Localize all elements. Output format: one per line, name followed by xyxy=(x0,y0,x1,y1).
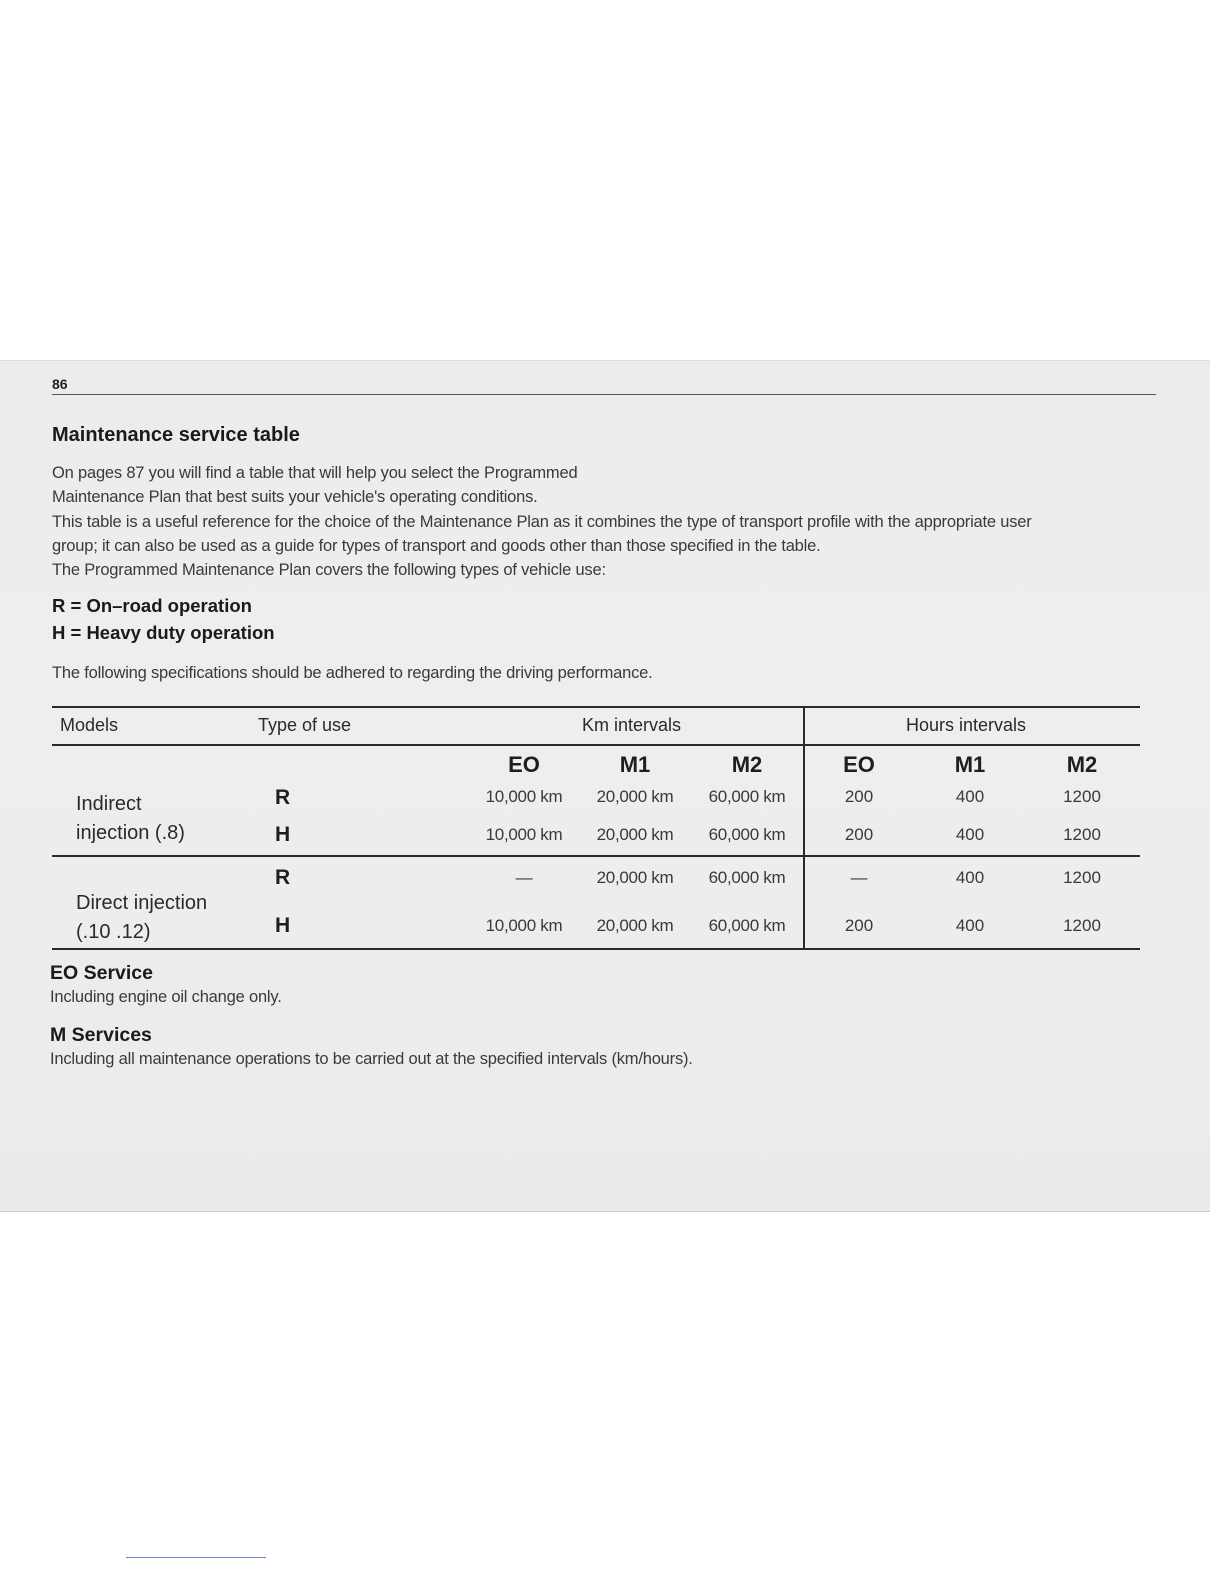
km-eo-value: 10,000 km xyxy=(485,787,563,806)
header-type-of-use: Type of use xyxy=(258,715,352,735)
subheader-km-m1: M1 xyxy=(619,752,651,777)
use-type-legend xyxy=(52,592,275,646)
page-title: Maintenance service table xyxy=(52,424,300,446)
subheader-km-m2: M2 xyxy=(731,752,763,777)
legend-h: H = Heavy duty operation xyxy=(52,622,275,643)
hours-m1-value: 400 xyxy=(955,787,985,806)
intro-line: Maintenance Plan that best suits your vehicle's operating conditions. xyxy=(52,488,538,507)
m-services-title: M Services xyxy=(50,1024,152,1046)
hours-m1-value: 400 xyxy=(955,868,985,887)
subheader-hours-eo: EO xyxy=(843,752,875,777)
hours-m1-value: 400 xyxy=(955,916,985,935)
legend-r: R = On–road operation xyxy=(52,595,252,616)
km-eo-value: 10,000 km xyxy=(485,916,563,935)
intro-line: This table is a useful reference for the choice of the Maintenance Plan as it combines the type of transport profile with the appropriate user xyxy=(52,512,1032,531)
hours-m2-value: 1200 xyxy=(1063,825,1101,844)
hours-m2-value: 1200 xyxy=(1063,787,1101,806)
intro-line: The Programmed Maintenance Plan covers the following types of vehicle use: xyxy=(52,561,606,580)
subheader-hours-m2: M2 xyxy=(1066,752,1098,777)
km-m2-value: 60,000 km xyxy=(708,825,786,844)
header-rule xyxy=(52,394,1156,395)
table-top-rule xyxy=(52,706,1140,708)
table-bottom-rule xyxy=(52,948,1140,950)
km-m1-value: 20,000 km xyxy=(596,916,674,935)
intro-paragraph xyxy=(52,461,1162,582)
hours-eo-value: 200 xyxy=(844,787,874,806)
hours-m1-value: 400 xyxy=(955,825,985,844)
header-hours-intervals: Hours intervals xyxy=(906,715,1027,735)
table-group-rule xyxy=(52,855,1140,857)
use-label: H xyxy=(275,823,291,846)
hours-eo-value: 200 xyxy=(844,825,874,844)
m-services-text: Including all maintenance operations to be carried out at the specified intervals (km/hours). xyxy=(50,1050,693,1068)
page-number: 86 xyxy=(52,376,68,392)
spec-sentence: The following specifications should be adhered to regarding the driving performance. xyxy=(52,664,653,682)
use-label: H xyxy=(275,914,291,937)
eo-service-title: EO Service xyxy=(50,962,153,984)
footer-rule xyxy=(126,1557,266,1558)
header-km-intervals: Km intervals xyxy=(582,715,682,735)
subheader-hours-m1: M1 xyxy=(954,752,986,777)
model-indirect-injection: Indirect injection (.8) xyxy=(76,793,185,844)
use-label: R xyxy=(275,786,291,809)
hours-eo-value: 200 xyxy=(844,916,874,935)
km-m1-value: 20,000 km xyxy=(596,787,674,806)
hours-m2-value: 1200 xyxy=(1063,916,1101,935)
hours-m2-value: 1200 xyxy=(1063,868,1101,887)
intro-line: On pages 87 you will find a table that will help you select the Programmed xyxy=(52,464,578,482)
km-eo-value: — xyxy=(515,868,533,887)
header-models: Models xyxy=(60,715,119,735)
km-m2-value: 60,000 km xyxy=(708,868,786,887)
subheader-km-eo: EO xyxy=(508,752,540,777)
intro-line: group; it can also be used as a guide for types of transport and goods other than those specified in the table. xyxy=(52,536,821,555)
km-eo-value: 10,000 km xyxy=(485,825,563,844)
table-header-rule xyxy=(52,744,1140,746)
model-direct-injection: Direct injection (.10 .12) xyxy=(76,892,208,943)
km-m1-value: 20,000 km xyxy=(596,868,674,887)
use-label: R xyxy=(275,866,291,889)
km-m2-value: 60,000 km xyxy=(708,787,786,806)
km-m1-value: 20,000 km xyxy=(596,825,674,844)
eo-service-text: Including engine oil change only. xyxy=(50,988,282,1006)
km-m2-value: 60,000 km xyxy=(708,916,786,935)
hours-eo-value: — xyxy=(850,868,868,887)
